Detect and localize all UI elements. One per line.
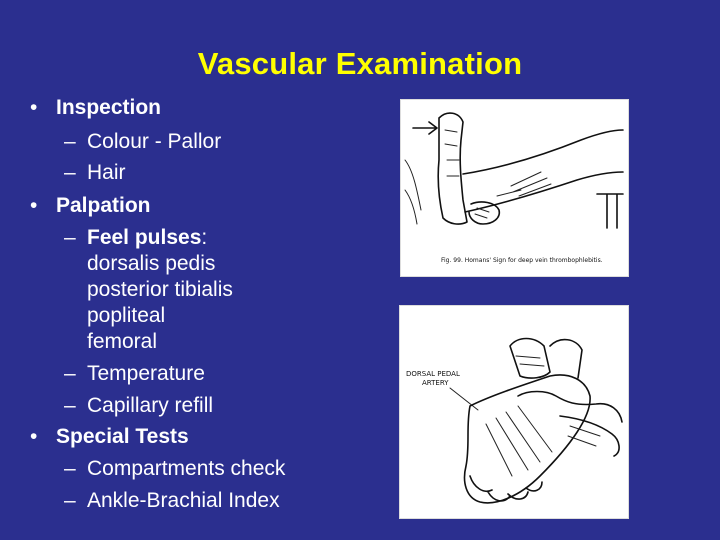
dorsal-pedal-artery-illustration: [399, 305, 629, 519]
homans-sign-drawing: [401, 100, 628, 276]
subitem-colour-pallor: Colour - Pallor: [87, 130, 222, 153]
dash-icon: –: [64, 394, 76, 417]
pulse-site: dorsalis pedis: [87, 252, 216, 275]
dash-icon: –: [64, 489, 76, 512]
feel-pulses-label: Feel pulses: [87, 226, 202, 249]
subitem-ankle-brachial-index: Ankle-Brachial Index: [87, 489, 280, 512]
bullet-palpation: Palpation: [56, 194, 151, 217]
arrow-icon: [413, 122, 437, 134]
dash-icon: –: [64, 161, 76, 184]
bullet-icon: •: [30, 425, 38, 448]
pulse-site: femoral: [87, 330, 158, 353]
dash-icon: –: [64, 457, 76, 480]
subitem-temperature: Temperature: [87, 362, 205, 385]
dash-icon: –: [64, 226, 76, 249]
subitem-feel-pulses: [87, 226, 207, 250]
subitem-hair: Hair: [87, 161, 126, 184]
artery-label-line2: ARTERY: [422, 379, 449, 387]
artery-label-line1: DORSAL PEDAL: [406, 370, 460, 378]
dash-icon: –: [64, 362, 76, 385]
slide-title: Vascular Examination: [197, 46, 523, 81]
bullet-inspection: Inspection: [56, 96, 162, 119]
subitem-compartments-check: Compartments check: [87, 457, 286, 480]
dash-icon: –: [64, 130, 76, 153]
homans-sign-illustration: [400, 99, 629, 277]
bullet-icon: •: [30, 96, 38, 119]
dorsal-pedal-drawing: [400, 306, 628, 518]
figure-caption: Fig. 99. Homans' Sign for deep vein thrombophlebitis.: [441, 257, 603, 264]
feel-pulses-colon: :: [201, 226, 208, 249]
pulse-site: posterior tibialis: [87, 278, 233, 301]
pulse-site: popliteal: [87, 304, 166, 327]
bullet-special-tests: Special Tests: [56, 425, 189, 448]
bullet-icon: •: [30, 194, 38, 217]
subitem-capillary-refill: Capillary refill: [87, 394, 214, 417]
